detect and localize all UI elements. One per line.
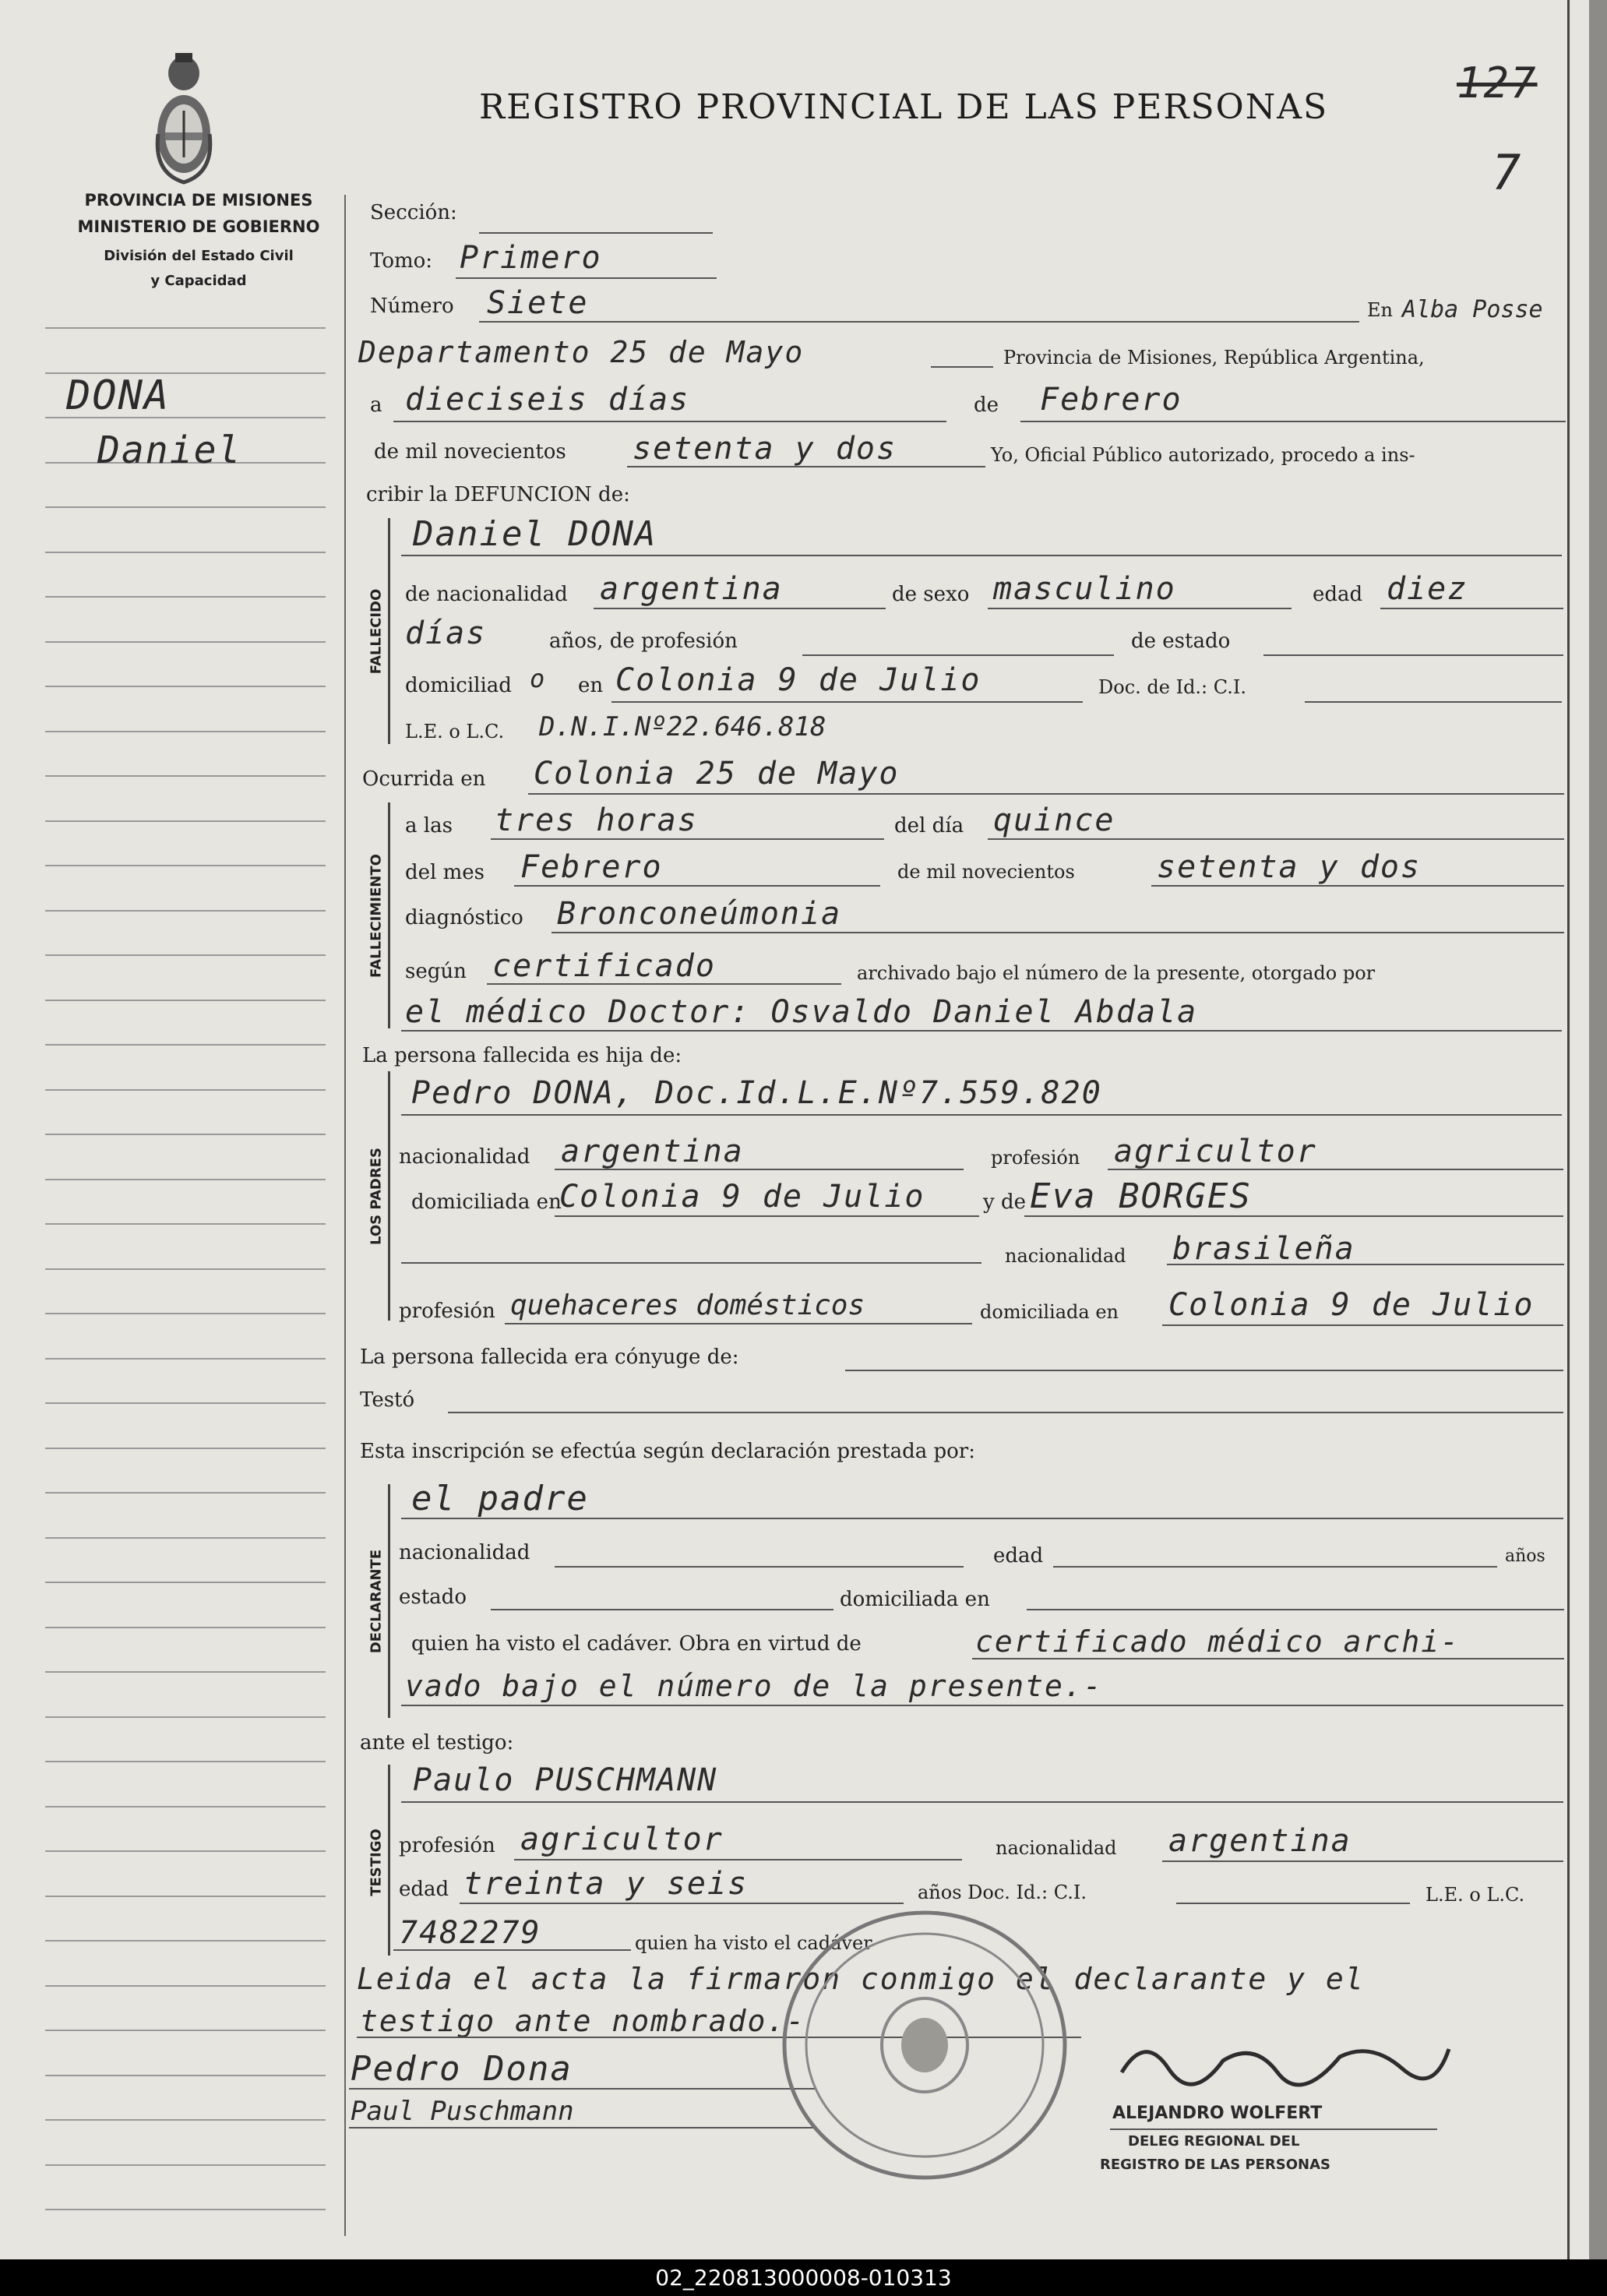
label-quien-visto-2: quien ha visto el cadáver xyxy=(635,1932,872,1954)
margin-rule-line xyxy=(45,506,326,508)
margin-rule-line xyxy=(45,552,326,553)
label-domiciliada-padre: domiciliada en xyxy=(411,1190,562,1214)
value-departamento: Departamento 25 de Mayo xyxy=(358,335,805,369)
label-hija-de: La persona fallecida es hija de: xyxy=(362,1044,682,1067)
org-line-2: MINISTERIO DE GOBIERNO xyxy=(77,217,320,236)
value-padre-nacionalidad: argentina xyxy=(561,1134,744,1169)
margin-rule-line xyxy=(45,1582,326,1583)
margin-rule-line xyxy=(45,1268,326,1270)
label-nacionalidad-declarante: nacionalidad xyxy=(399,1541,530,1564)
side-label-padres: LOS PADRES xyxy=(368,1148,385,1245)
margin-rule-line xyxy=(45,2119,326,2121)
label-edad-testigo: edad xyxy=(399,1878,449,1901)
label-del-dia: del día xyxy=(894,814,964,838)
org-line-3: División del Estado Civil xyxy=(104,248,294,264)
label-nacionalidad-madre: nacionalidad xyxy=(1005,1245,1126,1267)
margin-rule-line xyxy=(45,1761,326,1762)
label-de-mil-2: de mil novecientos xyxy=(897,861,1075,883)
label-seccion: Sección: xyxy=(370,201,457,224)
value-testigo-nacionalidad: argentina xyxy=(1168,1823,1352,1859)
bracket-testigo xyxy=(388,1765,390,1956)
bracket-fallecido xyxy=(388,518,390,744)
value-madre-nacionalidad: brasileña xyxy=(1172,1231,1355,1267)
value-domicilio: Colonia 9 de Julio xyxy=(615,662,981,698)
label-inscripcion: Esta inscripción se efectúa según declaración prestada por: xyxy=(360,1440,975,1463)
label-archivado: archivado bajo el número de la presente, otorgado por xyxy=(857,962,1376,984)
margin-rule-line xyxy=(45,1358,326,1360)
side-label-fallecido: FALLECIDO xyxy=(368,588,385,675)
value-fallecido-nombre: Daniel DONA xyxy=(413,514,657,554)
margin-rule-line xyxy=(45,1044,326,1046)
margin-rule-line xyxy=(45,1896,326,1897)
label-y-de: y de xyxy=(983,1190,1026,1214)
label-doc-id: Doc. de Id.: C.I. xyxy=(1098,676,1247,698)
value-testigo: Paulo PUSCHMANN xyxy=(413,1762,718,1798)
label-numero: Número xyxy=(370,294,454,318)
margin-rule-line xyxy=(45,954,326,956)
label-a-las: a las xyxy=(405,814,453,838)
margin-rule-line xyxy=(45,2030,326,2031)
value-diagnostico: Bronconeúmonia xyxy=(557,896,842,932)
label-segun: según xyxy=(405,960,467,983)
value-ocurrida: Colonia 25 de Mayo xyxy=(534,756,900,792)
label-profesion-testigo: profesión xyxy=(399,1834,495,1857)
value-sexo: masculino xyxy=(993,571,1176,607)
value-mes: Febrero xyxy=(1040,382,1182,418)
margin-rule-line xyxy=(45,1179,326,1180)
value-obra-1: certificado médico archi- xyxy=(975,1624,1460,1659)
org-line-1: PROVINCIA DE MISIONES xyxy=(84,191,313,210)
label-anos-doc: años Doc. Id.: C.I. xyxy=(918,1882,1087,1903)
footer-image-id: 02_220813000008-010313 xyxy=(655,2265,952,2291)
margin-rule-line xyxy=(45,2164,326,2166)
margin-rule-line xyxy=(45,1940,326,1942)
value-medico: el médico Doctor: Osvaldo Daniel Abdala xyxy=(405,994,1198,1030)
label-le-lc-testigo: L.E. o L.C. xyxy=(1426,1884,1525,1906)
margin-rule-line xyxy=(45,1223,326,1225)
margin-rule-line xyxy=(45,1134,326,1135)
value-edad-1: diez xyxy=(1387,571,1468,607)
label-del-mes: del mes xyxy=(405,861,485,884)
bracket-fallecimiento xyxy=(388,802,390,1028)
value-hora: tres horas xyxy=(495,802,698,838)
label-profesion-madre: profesión xyxy=(399,1300,495,1323)
value-padre-profesion: agricultor xyxy=(1114,1134,1317,1169)
label-cribir: cribir la DEFUNCION de: xyxy=(366,483,630,506)
margin-surname: DONA xyxy=(66,372,171,419)
margin-rule-line xyxy=(45,1537,326,1539)
value-testigo-edad: treinta y seis xyxy=(463,1866,749,1902)
label-anos-declarante: años xyxy=(1505,1547,1545,1566)
label-de-mil: de mil novecientos xyxy=(374,440,566,464)
margin-rule-line xyxy=(45,596,326,598)
label-nacionalidad-testigo: nacionalidad xyxy=(996,1837,1117,1859)
margin-rule-line xyxy=(45,327,326,329)
bracket-declarante xyxy=(388,1484,390,1718)
value-anio-fallecimiento: setenta y dos xyxy=(1157,849,1422,885)
official-name: ALEJANDRO WOLFERT xyxy=(1112,2104,1323,2123)
official-signature-icon xyxy=(1106,2026,1457,2104)
margin-rule-line xyxy=(45,1627,326,1628)
signature-declarante: Pedro Dona xyxy=(351,2049,573,2089)
margin-rule-line xyxy=(45,1716,326,1718)
value-obra-2: vado bajo el número de la presente.- xyxy=(405,1669,1103,1703)
value-domiciliad-suffix: o xyxy=(530,664,547,693)
form-left-border xyxy=(344,195,346,2236)
official-title-1: DELEG REGIONAL DEL xyxy=(1128,2133,1300,2150)
label-edad: edad xyxy=(1313,583,1363,606)
side-label-testigo: TESTIGO xyxy=(368,1829,385,1896)
value-testigo-profesion: agricultor xyxy=(520,1822,724,1857)
value-mes-fallecimiento: Febrero xyxy=(520,849,663,885)
value-testigo-doc: 7482279 xyxy=(399,1915,541,1951)
page-title: REGISTRO PROVINCIAL DE LAS PERSONAS xyxy=(479,87,1329,127)
value-madre-domicilio: Colonia 9 de Julio xyxy=(1168,1287,1535,1323)
label-edad-declarante: edad xyxy=(993,1544,1044,1568)
value-tomo: Primero xyxy=(460,240,602,276)
label-domiciliad: domiciliad xyxy=(405,674,512,697)
margin-rule-line xyxy=(45,641,326,643)
label-le-lc: L.E. o L.C. xyxy=(405,721,505,742)
margin-rule-line xyxy=(45,1806,326,1808)
margin-rule-line xyxy=(45,775,326,777)
label-anos-profesion: años, de profesión xyxy=(549,630,738,653)
margin-rule-line xyxy=(45,1000,326,1001)
margin-rule-line xyxy=(45,1850,326,1852)
label-de-nacionalidad: de nacionalidad xyxy=(405,583,568,606)
value-edad-2: días xyxy=(405,615,487,651)
label-ocurrida-en: Ocurrida en xyxy=(362,767,486,791)
label-nacionalidad-padre: nacionalidad xyxy=(399,1145,530,1169)
margin-rule-line xyxy=(45,686,326,687)
folio-crossed: 127 xyxy=(1457,58,1538,108)
value-dia: dieciseis días xyxy=(405,382,690,418)
margin-rule-line xyxy=(45,1313,326,1314)
label-diagnostico: diagnóstico xyxy=(405,906,523,929)
folio-number: 7 xyxy=(1492,144,1523,201)
label-profesion-padre: profesión xyxy=(991,1147,1080,1169)
value-madre-profesion: quehaceres domésticos xyxy=(510,1289,865,1321)
label-quien-visto: quien ha visto el cadáver. Obra en virtud de xyxy=(411,1632,862,1656)
margin-rule-line xyxy=(45,2209,326,2210)
label-conyuge: La persona fallecida era cónyuge de: xyxy=(360,1346,739,1369)
official-title-2: REGISTRO DE LAS PERSONAS xyxy=(1100,2157,1331,2173)
value-closing-2: testigo ante nombrado.- xyxy=(360,2004,806,2038)
label-tomo: Tomo: xyxy=(370,249,433,273)
official-seal-icon xyxy=(775,1905,1075,2185)
label-a: a xyxy=(370,393,382,417)
label-de-estado: de estado xyxy=(1131,630,1231,653)
side-label-fallecimiento: FALLECIMIENTO xyxy=(368,854,385,978)
value-anio: setenta y dos xyxy=(633,431,897,467)
label-domiciliada-declarante: domiciliada en xyxy=(840,1588,990,1611)
margin-rule-line xyxy=(45,865,326,866)
label-de: de xyxy=(974,393,999,417)
label-en: En xyxy=(1367,299,1393,321)
margin-rule-line xyxy=(45,1671,326,1673)
label-yo-oficial: Yo, Oficial Público autorizado, procedo a ins- xyxy=(991,444,1415,466)
value-padre: Pedro DONA, Doc.Id.L.E.Nº7.559.820 xyxy=(411,1075,1102,1111)
margin-rule-line xyxy=(45,820,326,822)
value-closing-1: Leida el acta la firmaron conmigo el declarante y el xyxy=(357,1962,1365,1996)
margin-rule-line xyxy=(45,1492,326,1494)
value-padre-domicilio: Colonia 9 de Julio xyxy=(559,1179,925,1215)
label-de-sexo: de sexo xyxy=(892,583,970,606)
margin-name: Daniel xyxy=(97,429,242,472)
value-madre: Eva BORGES xyxy=(1030,1176,1252,1216)
bracket-padres xyxy=(388,1071,390,1321)
side-label-declarante: DECLARANTE xyxy=(368,1549,385,1654)
binding-strip xyxy=(1589,0,1607,2259)
label-en-domicilio: en xyxy=(578,674,604,697)
label-ante-testigo: ante el testigo: xyxy=(360,1731,514,1755)
margin-rule-line xyxy=(45,731,326,732)
margin-rule-line xyxy=(45,910,326,912)
value-declarante: el padre xyxy=(411,1479,589,1518)
label-domiciliada-madre: domiciliada en xyxy=(980,1301,1119,1323)
page-edge xyxy=(1567,0,1570,2259)
margin-rule-line xyxy=(45,2075,326,2076)
margin-rule-line xyxy=(45,1402,326,1404)
signature-testigo: Paul Puschmann xyxy=(351,2096,574,2127)
value-nacionalidad: argentina xyxy=(600,571,783,607)
margin-rule-line xyxy=(45,1448,326,1449)
value-segun: certificado xyxy=(492,948,716,984)
label-provincia: Provincia de Misiones, República Argentina, xyxy=(1003,347,1425,369)
value-numero: Siete xyxy=(487,285,589,321)
org-line-4: y Capacidad xyxy=(150,273,247,289)
value-en-lugar: Alba Posse xyxy=(1402,296,1543,323)
coat-of-arms-icon xyxy=(152,48,216,185)
margin-rule-line xyxy=(45,1089,326,1091)
value-dni: D.N.I.Nº22.646.818 xyxy=(539,711,826,742)
margin-rule-line xyxy=(45,1985,326,1987)
value-dia-fallecimiento: quince xyxy=(993,802,1115,838)
label-testo: Testó xyxy=(360,1388,415,1412)
label-estado-declarante: estado xyxy=(399,1585,467,1609)
